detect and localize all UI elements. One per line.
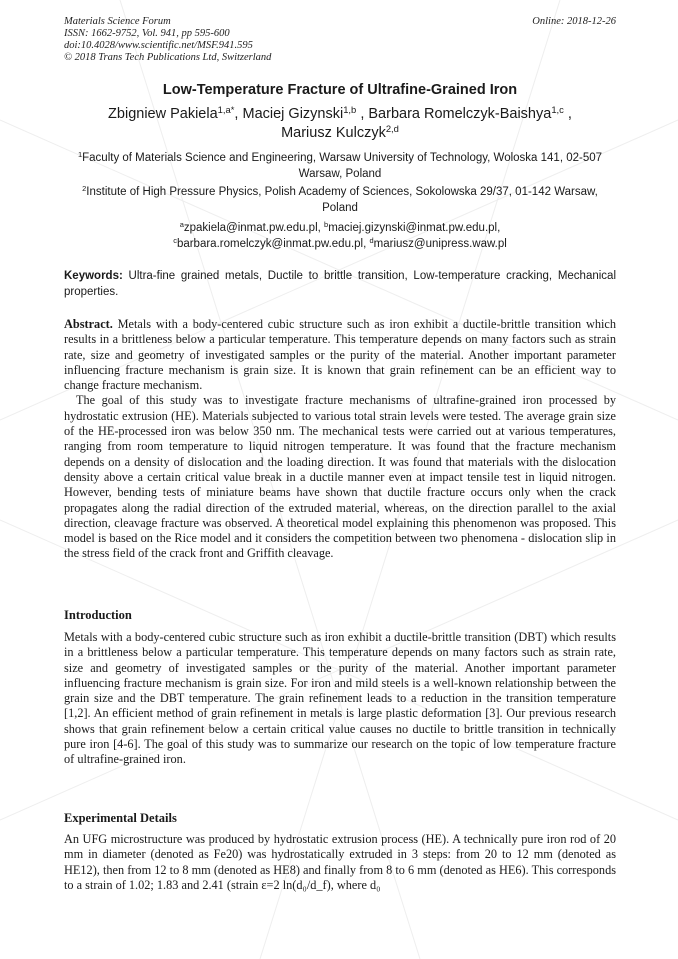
journal-header — [64, 16, 616, 64]
affiliation-number: 2 — [82, 183, 87, 193]
author-separator: , — [360, 106, 369, 122]
affiliation-number: 1 — [77, 149, 83, 159]
journal-issn: ISSN: 1662-9752, Vol. 941, pp 595-600 — [64, 28, 230, 39]
email-mark: b — [324, 219, 329, 229]
affiliation-2 — [64, 184, 616, 216]
email-link[interactable]: mariusz@unipress.waw.pl — [373, 238, 507, 250]
abstract-paragraph — [64, 317, 616, 393]
keywords-block — [64, 268, 616, 300]
author-affiliation-mark: 1,b — [343, 103, 357, 115]
keywords-text: Ultra-fine grained metals, Ductile to brittle transition, Low-temperature cracking, Mechanical properties. — [64, 270, 616, 298]
introduction-section — [64, 630, 616, 768]
author-name: Barbara Romelczyk-Baishya — [368, 106, 552, 122]
journal-copyright: © 2018 Trans Tech Publications Ltd, Switzerland — [64, 52, 272, 63]
affiliation-text: Institute of High Pressure Physics, Polish Academy of Sciences, Sokolowska 29/37, 01-142 Warsaw, Poland — [86, 186, 598, 214]
email-mark: d — [369, 235, 374, 245]
abstract-text: Metals with a body-centered cubic structure such as iron exhibit a ductile-brittle transition which results in a brittleness below a particular temperature. This temperature depends on many factors such as strain rate, size and geometry of investigated samples or the purity of the material. Another important parameter influencing fracture mechanism is grain size. It is known that grain refinement can be an efficient way to change fracture mechanism. — [64, 317, 616, 393]
section-heading-experimental: Experimental Details — [64, 811, 177, 825]
affiliation-text: Faculty of Materials Science and Engineering, Warsaw University of Technology, Woloska 141, 02-507 Warsaw, Poland — [82, 152, 603, 180]
author-list: Zbigniew Pakiela$^{1,a*}$, Maciej Gizynski$^{1,b}$ , Barbara Romelczyk-Baishya$^{1,c}$ , Mariusz Kulczyk$^{2,d}$ — [108, 103, 572, 141]
affiliation-1 — [64, 150, 616, 182]
email-link[interactable]: barbara.romelczyk@inmat.pw.edu.pl, — [176, 238, 367, 250]
author-affiliation-mark: 2,d — [385, 122, 399, 134]
email-link[interactable]: zpakiela@inmat.pw.edu.pl — [183, 222, 318, 234]
abstract-section — [64, 317, 616, 562]
email-link[interactable]: maciej.gizynski@inmat.pw.edu.pl, — [328, 222, 501, 234]
author-affiliation-mark: 1,c — [551, 103, 564, 115]
abstract-paragraph: The goal of this study was to investigate fracture mechanisms of ultrafine-grained iron processed by hydrostatic extrusion (HE). Materials subjected to various total strain levels were tested. The average grain size of the HE-processed iron was below 350 nm. The mechanical tests were carried out at various temperatures, ranging from room temperature to liquid nitrogen temperature. It was found that the fracture mechanism depends on a density of dislocation and the loading direction. It was found that materials with the dislocation density above a certain critical value break in a ductile manner even at impact tensile test in liquid nitrogen. However, bending tests of miniature beams have shown that ductile fracture occurs only when the crack propagates along the radial direction of the extruded material, whereas, on the direction parallel to the axial direction, cleavage fracture was observed. A theoretical model explaining this phenomenon was proposed. This model is based on the Rice model and it considers the competition between two phenomena - dislocation slip in the stress field of the crack front and Griffith cleavage. — [64, 393, 616, 561]
email-mark: a — [179, 219, 184, 229]
author-separator: , — [234, 106, 243, 122]
author-name: Zbigniew Pakiela — [108, 106, 218, 122]
journal-doi: doi:10.4028/www.scientific.net/MSF.941.595 — [64, 40, 253, 51]
author-name: Mariusz Kulczyk — [281, 125, 386, 141]
section-heading-introduction: Introduction — [64, 608, 132, 622]
journal-name: Materials Science Forum — [64, 16, 171, 27]
online-date: Online: 2018-12-26 — [532, 16, 616, 27]
author-affiliation-mark: 1,a* — [217, 103, 235, 115]
experimental-paragraph: An UFG microstructure was produced by hydrostatic extrusion process (HE). A technically pure iron rod of 20 mm in diameter (denoted as Fe20) was hydrostatically extruded in 3 steps: from 20 to 12 mm (denoted as HE12), then from 12 to 8 mm (denoted as HE8) and finally from 8 to 6 mm (denoted as HE6). This corresponds to a strain of 1.02; 1.83 and 2.41 (strain ε=2 ln(d₀/d_f), where d₀ — [64, 832, 616, 892]
keywords-label: Keywords: — [64, 270, 123, 282]
experimental-section — [64, 832, 616, 893]
abstract-label: Abstract. — [64, 317, 113, 331]
author-name: Maciej Gizynski — [242, 106, 344, 122]
author-emails: $^a$zpakiela@inmat.pw.edu.pl, $^b$maciej.gizynski@inmat.pw.edu.pl, $^c$barbara.romelczyk@inmat.pw.edu.pl, $^d$mariusz@unipress.waw.pl — [173, 219, 507, 250]
introduction-paragraph: Metals with a body-centered cubic structure such as iron exhibit a ductile-brittle transition (DBT) which results in a brittleness below a particular temperature. This temperature depends on many factors such as strain rate, size and geometry of investigated samples or the purity of the material. Another important parameter influencing fracture mechanism is grain size. For iron and mild steels is a well-known relationship between the grain size and the DBT temperature. The grain refinement leads to a reduction in the transition temperature [1,2]. An efficient method of grain refinement in metals is large plastic deformation [3]. Our previous research shows that grain refinement below a certain critical value causes no ductile to brittle transition in technically pure iron [4-6]. The goal of this study was to summarize our research on the topic of low temperature fracture of ultrafine-grained iron. — [64, 630, 616, 767]
paper-title: Low-Temperature Fracture of Ultrafine-Grained Iron — [162, 82, 518, 98]
email-mark: c — [173, 235, 177, 245]
